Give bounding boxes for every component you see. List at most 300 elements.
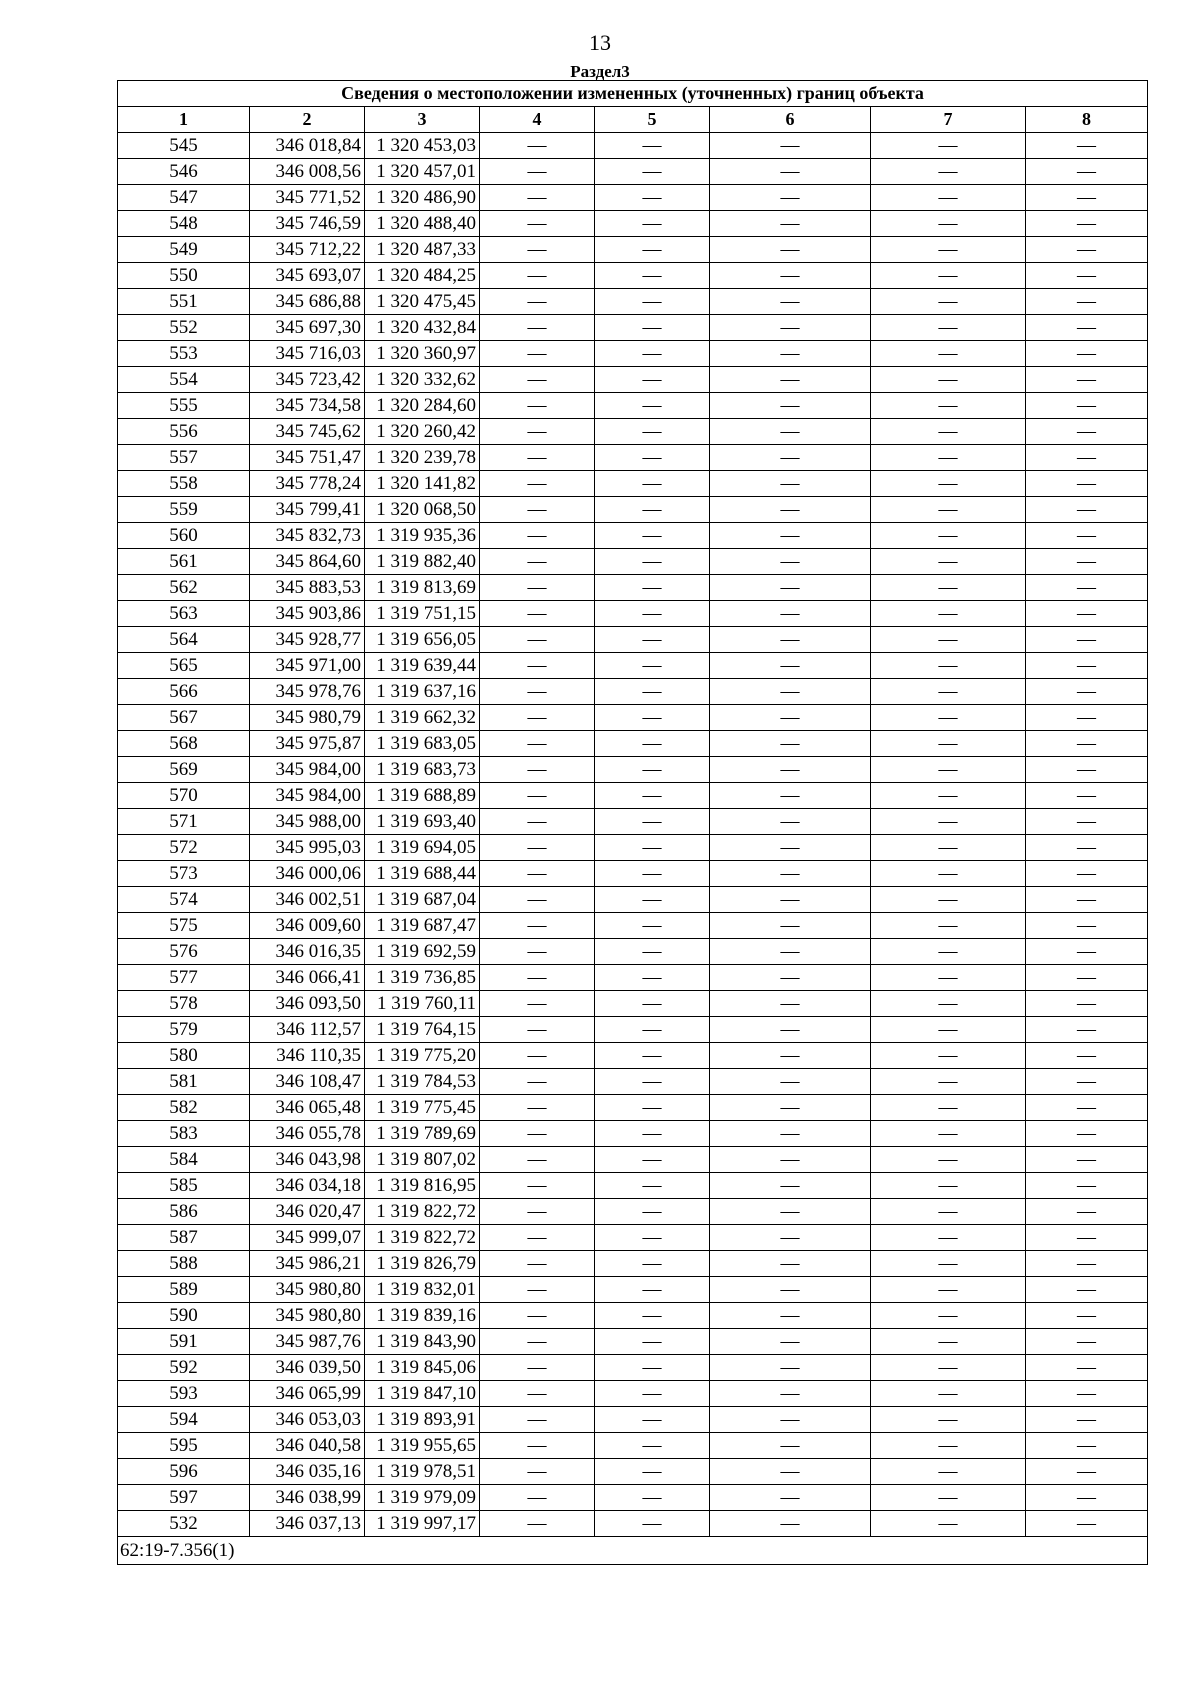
coordinate-x: 345 864,60 <box>250 549 365 575</box>
empty-cell-col-4: — <box>480 1433 595 1459</box>
coordinate-y: 1 319 688,89 <box>365 783 480 809</box>
empty-cell-col-7: — <box>871 237 1026 263</box>
point-number: 569 <box>118 757 250 783</box>
coordinate-x: 345 734,58 <box>250 393 365 419</box>
point-number: 548 <box>118 211 250 237</box>
empty-cell-col-4: — <box>480 679 595 705</box>
empty-cell-col-6: — <box>710 887 871 913</box>
coordinate-x: 345 799,41 <box>250 497 365 523</box>
table-row <box>118 419 1148 445</box>
coordinate-y: 1 319 843,90 <box>365 1329 480 1355</box>
empty-cell-col-6: — <box>710 731 871 757</box>
empty-cell-col-8: — <box>1026 809 1148 835</box>
empty-cell-col-4: — <box>480 367 595 393</box>
empty-cell-col-6: — <box>710 185 871 211</box>
coordinate-y: 1 319 822,72 <box>365 1225 480 1251</box>
empty-cell-col-6: — <box>710 1433 871 1459</box>
coordinate-y: 1 319 893,91 <box>365 1407 480 1433</box>
point-number: 532 <box>118 1511 250 1537</box>
coordinate-x: 345 988,00 <box>250 809 365 835</box>
empty-cell-col-7: — <box>871 471 1026 497</box>
point-number: 590 <box>118 1303 250 1329</box>
empty-cell-col-6: — <box>710 367 871 393</box>
coordinate-x: 345 771,52 <box>250 185 365 211</box>
table-row <box>118 887 1148 913</box>
empty-cell-col-8: — <box>1026 1225 1148 1251</box>
coordinate-x: 346 110,35 <box>250 1043 365 1069</box>
empty-cell-col-7: — <box>871 1459 1026 1485</box>
table-row <box>118 1121 1148 1147</box>
point-number: 547 <box>118 185 250 211</box>
table-row <box>118 289 1148 315</box>
empty-cell-col-5: — <box>595 523 710 549</box>
empty-cell-col-6: — <box>710 159 871 185</box>
empty-cell-col-5: — <box>595 1485 710 1511</box>
empty-cell-col-5: — <box>595 653 710 679</box>
point-number: 589 <box>118 1277 250 1303</box>
empty-cell-col-4: — <box>480 1355 595 1381</box>
empty-cell-col-7: — <box>871 887 1026 913</box>
empty-cell-col-5: — <box>595 1251 710 1277</box>
empty-cell-col-5: — <box>595 315 710 341</box>
point-number: 591 <box>118 1329 250 1355</box>
table-row <box>118 523 1148 549</box>
coordinate-x: 346 008,56 <box>250 159 365 185</box>
empty-cell-col-5: — <box>595 939 710 965</box>
empty-cell-col-5: — <box>595 1303 710 1329</box>
table-row <box>118 367 1148 393</box>
point-number: 586 <box>118 1199 250 1225</box>
empty-cell-col-7: — <box>871 1303 1026 1329</box>
empty-cell-col-5: — <box>595 1095 710 1121</box>
empty-cell-col-5: — <box>595 1121 710 1147</box>
empty-cell-col-5: — <box>595 783 710 809</box>
table-row <box>118 1433 1148 1459</box>
empty-cell-col-4: — <box>480 185 595 211</box>
table-row <box>118 913 1148 939</box>
boundary-coordinates-table <box>117 80 1148 1565</box>
empty-cell-col-6: — <box>710 237 871 263</box>
empty-cell-col-8: — <box>1026 419 1148 445</box>
empty-cell-col-5: — <box>595 289 710 315</box>
empty-cell-col-7: — <box>871 1095 1026 1121</box>
empty-cell-col-6: — <box>710 419 871 445</box>
empty-cell-col-7: — <box>871 419 1026 445</box>
coordinate-x: 346 038,99 <box>250 1485 365 1511</box>
empty-cell-col-4: — <box>480 133 595 159</box>
empty-cell-col-7: — <box>871 939 1026 965</box>
empty-cell-col-5: — <box>595 341 710 367</box>
empty-cell-col-7: — <box>871 783 1026 809</box>
empty-cell-col-8: — <box>1026 965 1148 991</box>
empty-cell-col-4: — <box>480 1303 595 1329</box>
coordinate-y: 1 319 832,01 <box>365 1277 480 1303</box>
empty-cell-col-7: — <box>871 1355 1026 1381</box>
empty-cell-col-7: — <box>871 185 1026 211</box>
point-number: 552 <box>118 315 250 341</box>
empty-cell-col-4: — <box>480 393 595 419</box>
point-number: 585 <box>118 1173 250 1199</box>
empty-cell-col-8: — <box>1026 679 1148 705</box>
empty-cell-col-8: — <box>1026 289 1148 315</box>
empty-cell-col-7: — <box>871 445 1026 471</box>
empty-cell-col-8: — <box>1026 1069 1148 1095</box>
point-number: 578 <box>118 991 250 1017</box>
table-row <box>118 965 1148 991</box>
empty-cell-col-8: — <box>1026 627 1148 653</box>
coordinate-x: 345 832,73 <box>250 523 365 549</box>
empty-cell-col-6: — <box>710 263 871 289</box>
empty-cell-col-5: — <box>595 575 710 601</box>
coordinate-x: 346 037,13 <box>250 1511 365 1537</box>
point-number: 588 <box>118 1251 250 1277</box>
empty-cell-col-5: — <box>595 1355 710 1381</box>
empty-cell-col-4: — <box>480 523 595 549</box>
empty-cell-col-8: — <box>1026 185 1148 211</box>
column-header-1: 1 <box>118 107 250 133</box>
empty-cell-col-8: — <box>1026 887 1148 913</box>
empty-cell-col-8: — <box>1026 861 1148 887</box>
coordinate-y: 1 319 955,65 <box>365 1433 480 1459</box>
table-row <box>118 991 1148 1017</box>
point-number: 597 <box>118 1485 250 1511</box>
empty-cell-col-7: — <box>871 835 1026 861</box>
empty-cell-col-6: — <box>710 1199 871 1225</box>
table-row <box>118 1225 1148 1251</box>
empty-cell-col-5: — <box>595 1329 710 1355</box>
coordinate-x: 346 065,48 <box>250 1095 365 1121</box>
point-number: 559 <box>118 497 250 523</box>
empty-cell-col-5: — <box>595 1459 710 1485</box>
empty-cell-col-6: — <box>710 783 871 809</box>
coordinate-y: 1 320 484,25 <box>365 263 480 289</box>
empty-cell-col-8: — <box>1026 1173 1148 1199</box>
empty-cell-col-5: — <box>595 601 710 627</box>
empty-cell-col-4: — <box>480 835 595 861</box>
empty-cell-col-8: — <box>1026 835 1148 861</box>
coordinate-x: 345 686,88 <box>250 289 365 315</box>
table-row <box>118 1303 1148 1329</box>
empty-cell-col-6: — <box>710 861 871 887</box>
empty-cell-col-4: — <box>480 757 595 783</box>
coordinate-y: 1 319 822,72 <box>365 1199 480 1225</box>
empty-cell-col-6: — <box>710 1355 871 1381</box>
empty-cell-col-8: — <box>1026 445 1148 471</box>
point-number: 572 <box>118 835 250 861</box>
empty-cell-col-4: — <box>480 601 595 627</box>
empty-cell-col-7: — <box>871 341 1026 367</box>
empty-cell-col-8: — <box>1026 549 1148 575</box>
empty-cell-col-7: — <box>871 367 1026 393</box>
coordinate-y: 1 319 694,05 <box>365 835 480 861</box>
empty-cell-col-4: — <box>480 159 595 185</box>
point-number: 577 <box>118 965 250 991</box>
coordinate-y: 1 319 784,53 <box>365 1069 480 1095</box>
coordinate-x: 346 000,06 <box>250 861 365 887</box>
empty-cell-col-6: — <box>710 1225 871 1251</box>
table-row <box>118 835 1148 861</box>
point-number: 551 <box>118 289 250 315</box>
coordinate-x: 346 093,50 <box>250 991 365 1017</box>
empty-cell-col-7: — <box>871 679 1026 705</box>
empty-cell-col-4: — <box>480 1511 595 1537</box>
empty-cell-col-8: — <box>1026 367 1148 393</box>
empty-cell-col-6: — <box>710 679 871 705</box>
coordinate-x: 346 009,60 <box>250 913 365 939</box>
empty-cell-col-7: — <box>871 289 1026 315</box>
empty-cell-col-6: — <box>710 965 871 991</box>
coordinate-x: 345 986,21 <box>250 1251 365 1277</box>
empty-cell-col-5: — <box>595 705 710 731</box>
empty-cell-col-5: — <box>595 835 710 861</box>
empty-cell-col-7: — <box>871 1043 1026 1069</box>
empty-cell-col-7: — <box>871 627 1026 653</box>
coordinate-y: 1 319 807,02 <box>365 1147 480 1173</box>
table-row <box>118 1485 1148 1511</box>
empty-cell-col-8: — <box>1026 237 1148 263</box>
empty-cell-col-6: — <box>710 757 871 783</box>
table-row <box>118 133 1148 159</box>
empty-cell-col-6: — <box>710 341 871 367</box>
coordinate-x: 345 751,47 <box>250 445 365 471</box>
empty-cell-col-6: — <box>710 835 871 861</box>
coordinate-y: 1 320 141,82 <box>365 471 480 497</box>
table-body <box>118 133 1148 1537</box>
empty-cell-col-7: — <box>871 1173 1026 1199</box>
empty-cell-col-5: — <box>595 757 710 783</box>
empty-cell-col-8: — <box>1026 1407 1148 1433</box>
table-row <box>118 783 1148 809</box>
empty-cell-col-7: — <box>871 809 1026 835</box>
column-header-6: 6 <box>710 107 871 133</box>
empty-cell-col-5: — <box>595 471 710 497</box>
empty-cell-col-4: — <box>480 549 595 575</box>
coordinate-x: 345 978,76 <box>250 679 365 705</box>
empty-cell-col-7: — <box>871 133 1026 159</box>
empty-cell-col-7: — <box>871 1069 1026 1095</box>
coordinate-y: 1 319 813,69 <box>365 575 480 601</box>
empty-cell-col-8: — <box>1026 1147 1148 1173</box>
coordinate-y: 1 319 693,40 <box>365 809 480 835</box>
empty-cell-col-6: — <box>710 1381 871 1407</box>
point-number: 593 <box>118 1381 250 1407</box>
table-row <box>118 237 1148 263</box>
empty-cell-col-8: — <box>1026 1511 1148 1537</box>
empty-cell-col-7: — <box>871 1251 1026 1277</box>
empty-cell-col-5: — <box>595 1199 710 1225</box>
empty-cell-col-7: — <box>871 705 1026 731</box>
empty-cell-col-5: — <box>595 887 710 913</box>
empty-cell-col-6: — <box>710 1043 871 1069</box>
empty-cell-col-8: — <box>1026 575 1148 601</box>
coordinate-x: 345 980,80 <box>250 1303 365 1329</box>
coordinate-x: 345 984,00 <box>250 757 365 783</box>
coordinate-y: 1 319 751,15 <box>365 601 480 627</box>
empty-cell-col-5: — <box>595 731 710 757</box>
point-number: 581 <box>118 1069 250 1095</box>
point-number: 570 <box>118 783 250 809</box>
coordinate-y: 1 319 839,16 <box>365 1303 480 1329</box>
point-number: 568 <box>118 731 250 757</box>
empty-cell-col-4: — <box>480 1173 595 1199</box>
empty-cell-col-7: — <box>871 497 1026 523</box>
empty-cell-col-6: — <box>710 549 871 575</box>
coordinate-y: 1 319 760,11 <box>365 991 480 1017</box>
empty-cell-col-7: — <box>871 965 1026 991</box>
coordinate-x: 345 980,80 <box>250 1277 365 1303</box>
column-header-8: 8 <box>1026 107 1148 133</box>
coordinate-y: 1 319 662,32 <box>365 705 480 731</box>
coordinate-y: 1 319 789,69 <box>365 1121 480 1147</box>
coordinate-x: 345 746,59 <box>250 211 365 237</box>
table-row <box>118 1381 1148 1407</box>
empty-cell-col-8: — <box>1026 1017 1148 1043</box>
empty-cell-col-5: — <box>595 367 710 393</box>
coordinate-y: 1 319 687,47 <box>365 913 480 939</box>
coordinate-x: 346 108,47 <box>250 1069 365 1095</box>
coordinate-x: 345 697,30 <box>250 315 365 341</box>
table-row <box>118 185 1148 211</box>
empty-cell-col-4: — <box>480 289 595 315</box>
table-row <box>118 757 1148 783</box>
coordinate-y: 1 319 637,16 <box>365 679 480 705</box>
coordinate-x: 346 040,58 <box>250 1433 365 1459</box>
empty-cell-col-6: — <box>710 1069 871 1095</box>
empty-cell-col-8: — <box>1026 653 1148 679</box>
coordinate-x: 345 995,03 <box>250 835 365 861</box>
empty-cell-col-8: — <box>1026 601 1148 627</box>
empty-cell-col-6: — <box>710 1095 871 1121</box>
empty-cell-col-6: — <box>710 653 871 679</box>
coordinate-y: 1 320 453,03 <box>365 133 480 159</box>
empty-cell-col-6: — <box>710 601 871 627</box>
empty-cell-col-6: — <box>710 497 871 523</box>
empty-cell-col-8: — <box>1026 393 1148 419</box>
coordinate-y: 1 320 457,01 <box>365 159 480 185</box>
empty-cell-col-4: — <box>480 809 595 835</box>
empty-cell-col-8: — <box>1026 341 1148 367</box>
empty-cell-col-8: — <box>1026 991 1148 1017</box>
empty-cell-col-4: — <box>480 705 595 731</box>
coordinate-y: 1 319 683,73 <box>365 757 480 783</box>
empty-cell-col-6: — <box>710 393 871 419</box>
coordinate-x: 345 903,86 <box>250 601 365 627</box>
empty-cell-col-5: — <box>595 1433 710 1459</box>
empty-cell-col-6: — <box>710 523 871 549</box>
table-row <box>118 1173 1148 1199</box>
empty-cell-col-8: — <box>1026 1459 1148 1485</box>
empty-cell-col-7: — <box>871 991 1026 1017</box>
table-row <box>118 497 1148 523</box>
empty-cell-col-6: — <box>710 809 871 835</box>
empty-cell-col-8: — <box>1026 315 1148 341</box>
point-number: 595 <box>118 1433 250 1459</box>
table-row <box>118 445 1148 471</box>
empty-cell-col-8: — <box>1026 1381 1148 1407</box>
coordinate-y: 1 320 284,60 <box>365 393 480 419</box>
coordinate-x: 346 066,41 <box>250 965 365 991</box>
coordinate-y: 1 320 432,84 <box>365 315 480 341</box>
table-row <box>118 1329 1148 1355</box>
point-number: 582 <box>118 1095 250 1121</box>
coordinate-x: 345 778,24 <box>250 471 365 497</box>
empty-cell-col-7: — <box>871 549 1026 575</box>
empty-cell-col-7: — <box>871 523 1026 549</box>
table-row <box>118 861 1148 887</box>
empty-cell-col-5: — <box>595 809 710 835</box>
point-number: 579 <box>118 1017 250 1043</box>
empty-cell-col-4: — <box>480 887 595 913</box>
table-row <box>118 393 1148 419</box>
empty-cell-col-4: — <box>480 497 595 523</box>
empty-cell-col-7: — <box>871 315 1026 341</box>
empty-cell-col-8: — <box>1026 757 1148 783</box>
empty-cell-col-8: — <box>1026 523 1148 549</box>
empty-cell-col-6: — <box>710 1511 871 1537</box>
point-number: 596 <box>118 1459 250 1485</box>
empty-cell-col-6: — <box>710 913 871 939</box>
empty-cell-col-4: — <box>480 1199 595 1225</box>
coordinate-y: 1 319 979,09 <box>365 1485 480 1511</box>
empty-cell-col-5: — <box>595 237 710 263</box>
coordinate-x: 346 016,35 <box>250 939 365 965</box>
empty-cell-col-7: — <box>871 861 1026 887</box>
coordinate-y: 1 320 068,50 <box>365 497 480 523</box>
empty-cell-col-8: — <box>1026 1277 1148 1303</box>
table-row <box>118 549 1148 575</box>
empty-cell-col-6: — <box>710 1173 871 1199</box>
empty-cell-col-4: — <box>480 1485 595 1511</box>
coordinate-y: 1 320 487,33 <box>365 237 480 263</box>
coordinate-x: 345 883,53 <box>250 575 365 601</box>
empty-cell-col-6: — <box>710 705 871 731</box>
coordinate-y: 1 319 764,15 <box>365 1017 480 1043</box>
coordinate-x: 346 043,98 <box>250 1147 365 1173</box>
empty-cell-col-4: — <box>480 1147 595 1173</box>
point-number: 573 <box>118 861 250 887</box>
empty-cell-col-7: — <box>871 1121 1026 1147</box>
point-number: 592 <box>118 1355 250 1381</box>
table-row <box>118 1095 1148 1121</box>
empty-cell-col-8: — <box>1026 1121 1148 1147</box>
empty-cell-col-5: — <box>595 1043 710 1069</box>
empty-cell-col-8: — <box>1026 1199 1148 1225</box>
point-number: 545 <box>118 133 250 159</box>
empty-cell-col-6: — <box>710 445 871 471</box>
coordinate-x: 345 745,62 <box>250 419 365 445</box>
empty-cell-col-5: — <box>595 861 710 887</box>
empty-cell-col-8: — <box>1026 939 1148 965</box>
empty-cell-col-7: — <box>871 601 1026 627</box>
empty-cell-col-4: — <box>480 991 595 1017</box>
empty-cell-col-4: — <box>480 783 595 809</box>
table-row <box>118 1199 1148 1225</box>
empty-cell-col-4: — <box>480 315 595 341</box>
coordinate-y: 1 319 639,44 <box>365 653 480 679</box>
empty-cell-col-5: — <box>595 1225 710 1251</box>
coordinate-x: 346 035,16 <box>250 1459 365 1485</box>
table-row <box>118 1459 1148 1485</box>
empty-cell-col-5: — <box>595 1381 710 1407</box>
empty-cell-col-8: — <box>1026 1485 1148 1511</box>
table-row <box>118 471 1148 497</box>
empty-cell-col-5: — <box>595 133 710 159</box>
table-row <box>118 159 1148 185</box>
empty-cell-col-6: — <box>710 1459 871 1485</box>
point-number: 549 <box>118 237 250 263</box>
empty-cell-col-4: — <box>480 913 595 939</box>
coordinate-x: 345 723,42 <box>250 367 365 393</box>
